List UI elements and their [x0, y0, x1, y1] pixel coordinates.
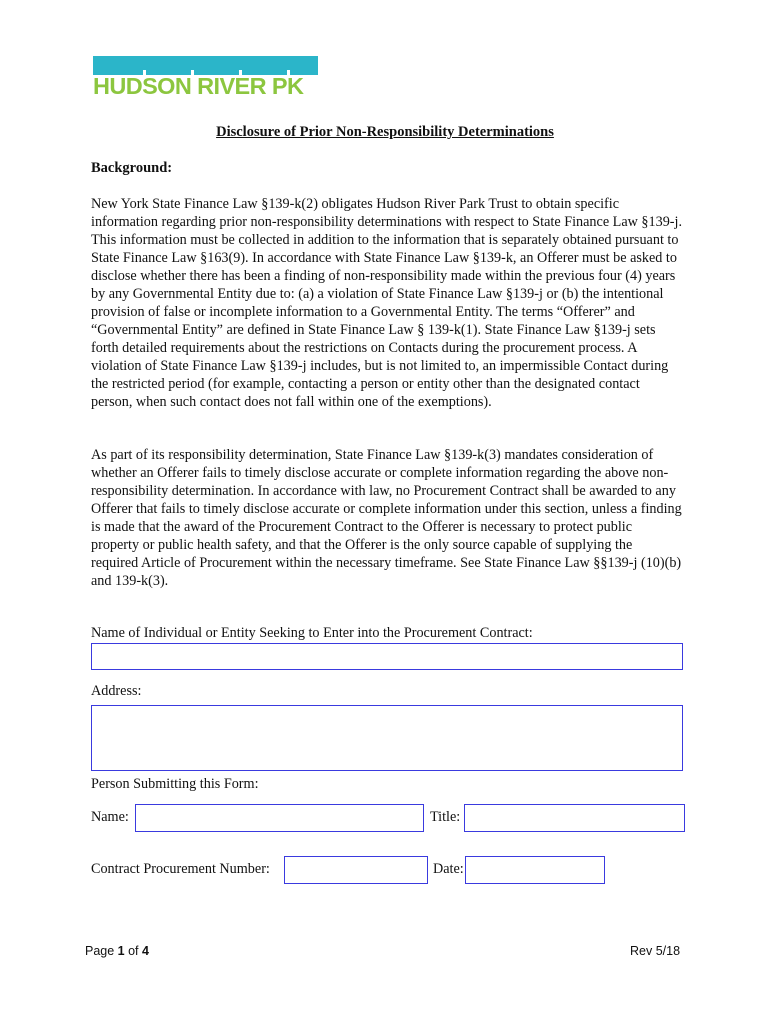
name-label: Name:	[91, 809, 129, 825]
revision-label: Rev 5/18	[630, 944, 681, 958]
date-label: Date:	[433, 861, 464, 877]
entity-name-field[interactable]	[91, 643, 683, 670]
entity-name-label: Name of Individual or Entity Seeking to Enter into the Procurement Contract:	[91, 625, 533, 641]
page-total: 4	[142, 944, 149, 958]
address-field[interactable]	[91, 705, 683, 771]
title-field[interactable]	[464, 804, 685, 832]
hudson-river-park-logo	[93, 56, 318, 100]
page-prefix: Page	[85, 944, 118, 958]
person-submitting-label: Person Submitting this Form:	[91, 776, 259, 792]
contract-number-field[interactable]	[284, 856, 428, 884]
address-label: Address:	[91, 683, 142, 699]
name-field[interactable]	[135, 804, 424, 832]
background-paragraph-2: As part of its responsibility determination, State Finance Law §139-k(3) mandates consideration of whether an Offerer fails to timely disclose accurate or complete information regarding the above non-responsibility determination. In accordance with law, no Procurement Contract shall be awarded to any Offerer that fails to timely disclose accurate or complete information under this section, unless a finding is made that the award of the Procurement Contract to the Offerer is necessary to protect public property or public health safety, and that the Offerer is the only source capable of supplying the required Article of Procurement within the necessary timeframe. See State Finance Law §§139-j (10)(b) and 139-k(3).	[91, 447, 682, 589]
page-number	[85, 944, 149, 958]
logo-text: HUDSON RIVER PK	[93, 73, 304, 99]
title-label: Title:	[430, 809, 461, 825]
background-heading: Background:	[91, 160, 173, 176]
page-current: 1	[117, 944, 125, 958]
date-field[interactable]	[465, 856, 605, 884]
page-of: of	[124, 944, 142, 958]
contract-number-label: Contract Procurement Number:	[91, 861, 270, 877]
document-title: Disclosure of Prior Non-Responsibility Determinations	[216, 124, 554, 140]
background-paragraph-1: New York State Finance Law §139-k(2) obligates Hudson River Park Trust to obtain specific information regarding prior non-responsibility determinations with respect to State Finance Law §139-j. This information must be collected in addition to the information that is separately obtained pursuant to State Finance Law §163(9). In accordance with State Finance Law §139-k, an Offerer must be asked to disclose whether there has been a finding of non-responsibility made within the previous four (4) years by any Governmental Entity due to: (a) a violation of State Finance Law §139-j or (b) the intentional provision of false or incomplete information to a Governmental Entity. The terms “Offerer” and “Governmental Entity” are defined in State Finance Law § 139-k(1). State Finance Law §139-j sets forth detailed requirements about the restrictions on Contacts during the procurement process. A violation of State Finance Law §139-j includes, but is not limited to, an impermissible Contact during the restricted period (for example, contacting a person or entity other than the designated contact person, when such contact does not fall within one of the exemptions).	[91, 196, 683, 410]
